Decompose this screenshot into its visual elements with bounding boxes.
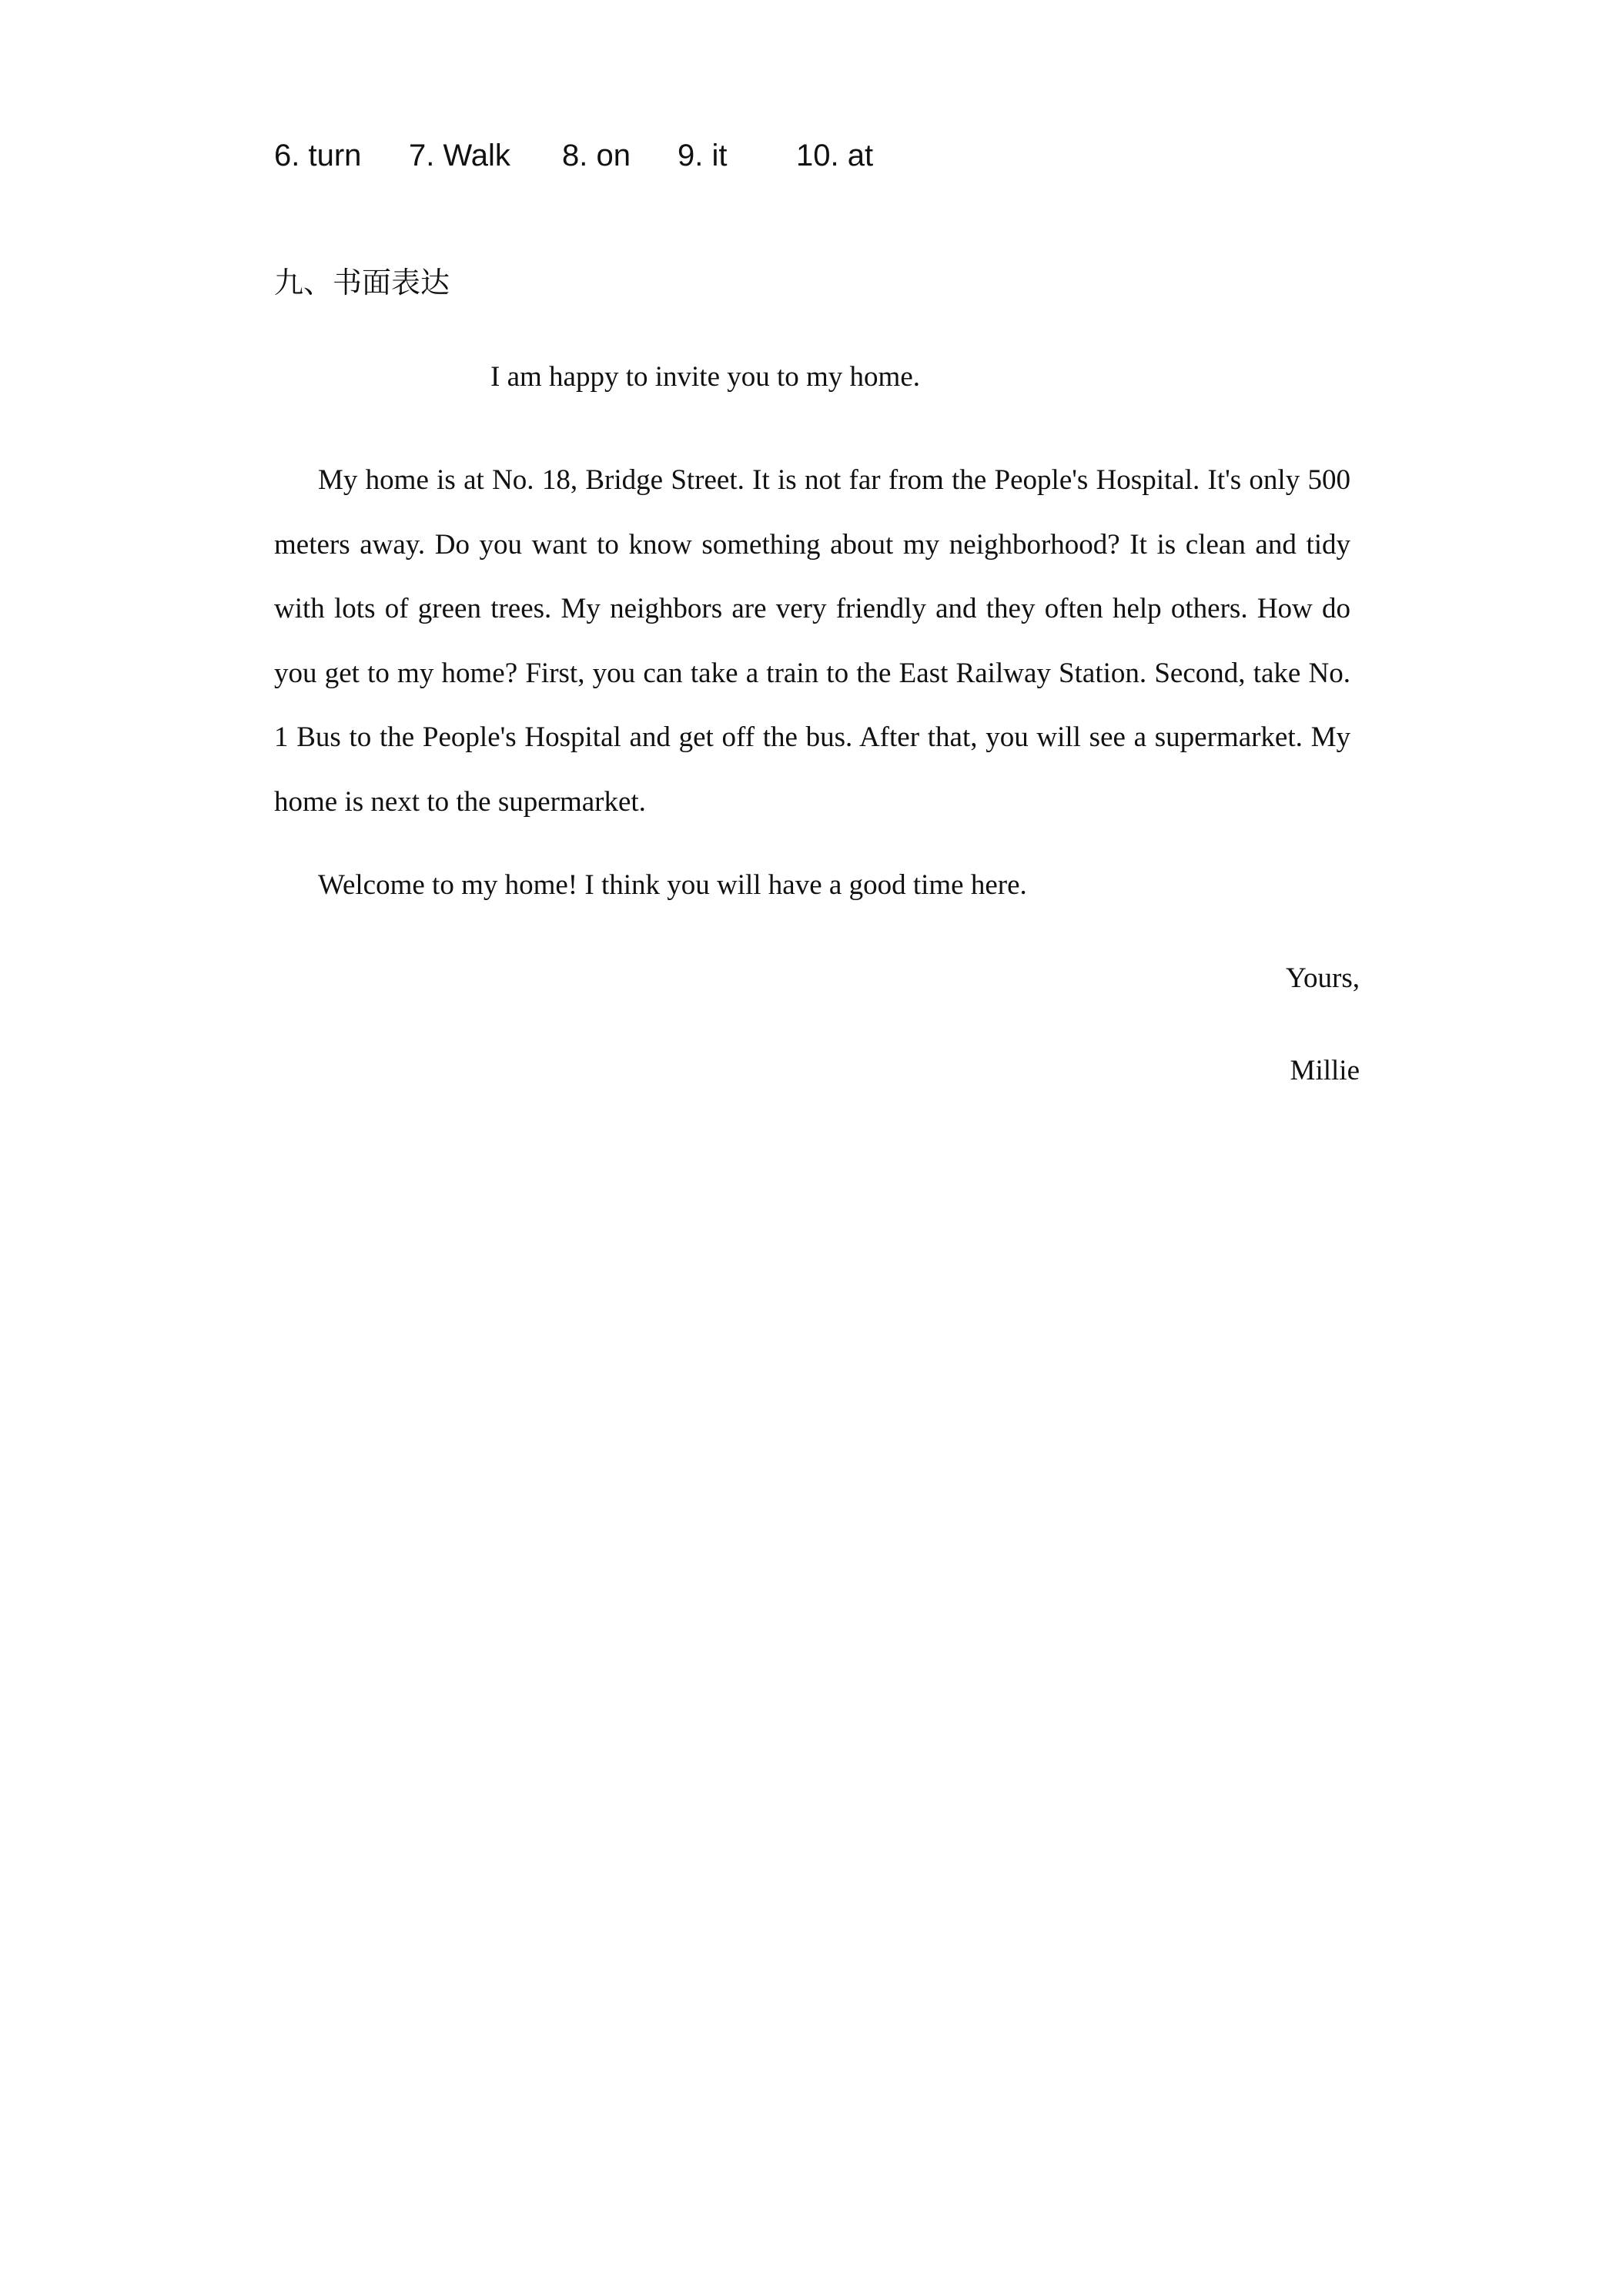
answer-item: 7. Walk xyxy=(409,139,510,172)
answer-item: 9. it xyxy=(678,139,728,172)
section-heading: 九、书面表达 xyxy=(274,267,450,300)
answer-item: 8. on xyxy=(562,139,631,172)
answer-item: 10. at xyxy=(796,139,874,172)
answer-item: 6. turn xyxy=(274,139,362,172)
letter-signature: Millie xyxy=(1290,1055,1360,1086)
letter-greeting: I am happy to invite you to my home. xyxy=(490,361,920,393)
letter-closing-paragraph: Welcome to my home! I think you will have a good time here. xyxy=(318,869,1027,901)
letter-sign-off: Yours, xyxy=(1286,962,1360,994)
letter-body-paragraph: My home is at No. 18, Bridge Street. It is not far from the People's Hospital. It's only 500 meters away. Do you want to know something about my neighborhood? It is clean and tidy with lots of green trees. My neighbors are very friendly and they often help others. How do you get to my home? First, you can take a train to the East Railway Station. Second, take No. 1 Bus to the People's Hospital and get off the bus. After that, you will see a supermarket. My home is next to the supermarket. xyxy=(274,464,1350,818)
